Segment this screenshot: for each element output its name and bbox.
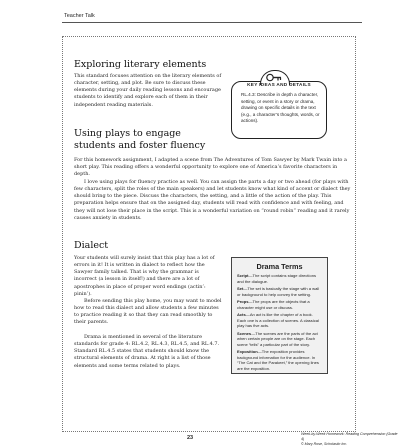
drama-term-def: —The set is basically the stage with a wall or background to help convey the setting. xyxy=(237,286,320,297)
drama-term-name: Exposition xyxy=(237,349,258,354)
drama-term-item xyxy=(237,286,322,297)
plays-paragraph-2: I love using plays for fluency practice as well. You can assign the parts a day or two ahead (for plays with few characters, split the roles of the main speakers) and let students know what kind of accent or dialect they should bring to the piece. Discuss the characters, the setting, and a little of the action of the play. This preparation helps ensure that on the assigned day, students will read with confidence and with feeling, and they will not lose their place in the script. This is a wonderful variation on “round robin” reading and it rarely causes anxiety in students. xyxy=(74,179,351,221)
drama-term-item xyxy=(237,299,322,310)
drama-term-def: —An act is like the chapter of a book. Each one is a collection of scenes. A classical play has five acts. xyxy=(237,312,319,328)
drama-term-def: —The scenes are the parts of the act when certain people are on the stage. Each scene “tells” a particular part of the story. xyxy=(237,330,318,347)
drama-term-name: Props xyxy=(237,299,249,304)
drama-term-item xyxy=(237,312,322,329)
page-number: 23 xyxy=(187,435,194,441)
section-title-dialect: Dialect xyxy=(74,240,109,251)
drama-term-item xyxy=(237,349,322,371)
section-title-literary-elements: Exploring literary elements xyxy=(74,59,207,70)
drama-term-def: —The script contains stage directions and the dialogue. xyxy=(237,273,316,284)
section-text-literary-elements: This standard focuses attention on the literary elements of character, setting, and plot. Be sure to discuss these elements during your daily reading lessons and encourage students to identify and explore each of them in their independent reading materials. xyxy=(74,73,222,108)
header-rule xyxy=(62,22,362,23)
dialect-paragraph-2: Before sending this play home, you may want to model how to read this dialect and allow students a few minutes to practice reading it so that they can read smoothly to their parents. xyxy=(74,298,222,326)
dialect-paragraph-1: Your students will surely insist that this play has a lot of errors in it! It is written in dialect to reflect how the Sawyer family talked. That is why the grammar is incorrect (a lesson in itself!) and there are a lot of apostrophes in place of proper word endings (actin’: pinin’). xyxy=(74,255,215,297)
drama-terms-box xyxy=(231,257,328,374)
drama-term-name: Scenes xyxy=(237,330,252,336)
drama-term-name: Acts xyxy=(237,312,246,317)
footer-credit-line-2: © Mary Rose, Scholastic Inc. xyxy=(301,441,348,446)
drama-term-name: Script xyxy=(237,273,249,278)
key-ideas-text: RL.4.3: Describe in depth a character, setting, or event in a story or drama, drawing on specific details in the text (e.g., a character’s thoughts, words, or actions). xyxy=(241,92,320,124)
plays-paragraph-1: For this homework assignment, I adapted a scene from The Adventures of Tom Sawyer by Mark Twain into a short play. This reading offers a wonderful opportunity to explore one of America’s favorite characters in depth. xyxy=(74,157,347,178)
drama-term-def: —The exposition provides background information for the audience. In “The Cat and the Parakeet,” the opening lines are the exposition. xyxy=(237,349,319,371)
drama-term-def: —The props are the objects that a character might use or discuss. xyxy=(237,299,310,310)
header-label: Teacher Talk xyxy=(64,13,95,19)
drama-terms-title: Drama Terms xyxy=(256,262,303,271)
dialect-paragraph-3: Drama is mentioned in several of the literature standards for grade 4: RL.4.2, RL.4.3, RL.4.5, and RL.4.7. Standard RL.4.5 states that students should know the structural elements of drama. At right is a list of those elements and some terms related to plays. xyxy=(74,334,220,369)
drama-term-name: Set xyxy=(237,286,244,291)
drama-term-item xyxy=(237,331,322,348)
drama-term-item xyxy=(237,273,322,284)
key-ideas-title: KEY IDEAS AND DETAILS xyxy=(247,82,311,87)
footer-credit xyxy=(301,432,400,446)
footer-credit-line-1: Week-by-Week Homework: Reading Comprehension (Grade 4) xyxy=(301,432,398,441)
section-title-plays: Using plays to engage students and foster fluency xyxy=(74,128,206,151)
